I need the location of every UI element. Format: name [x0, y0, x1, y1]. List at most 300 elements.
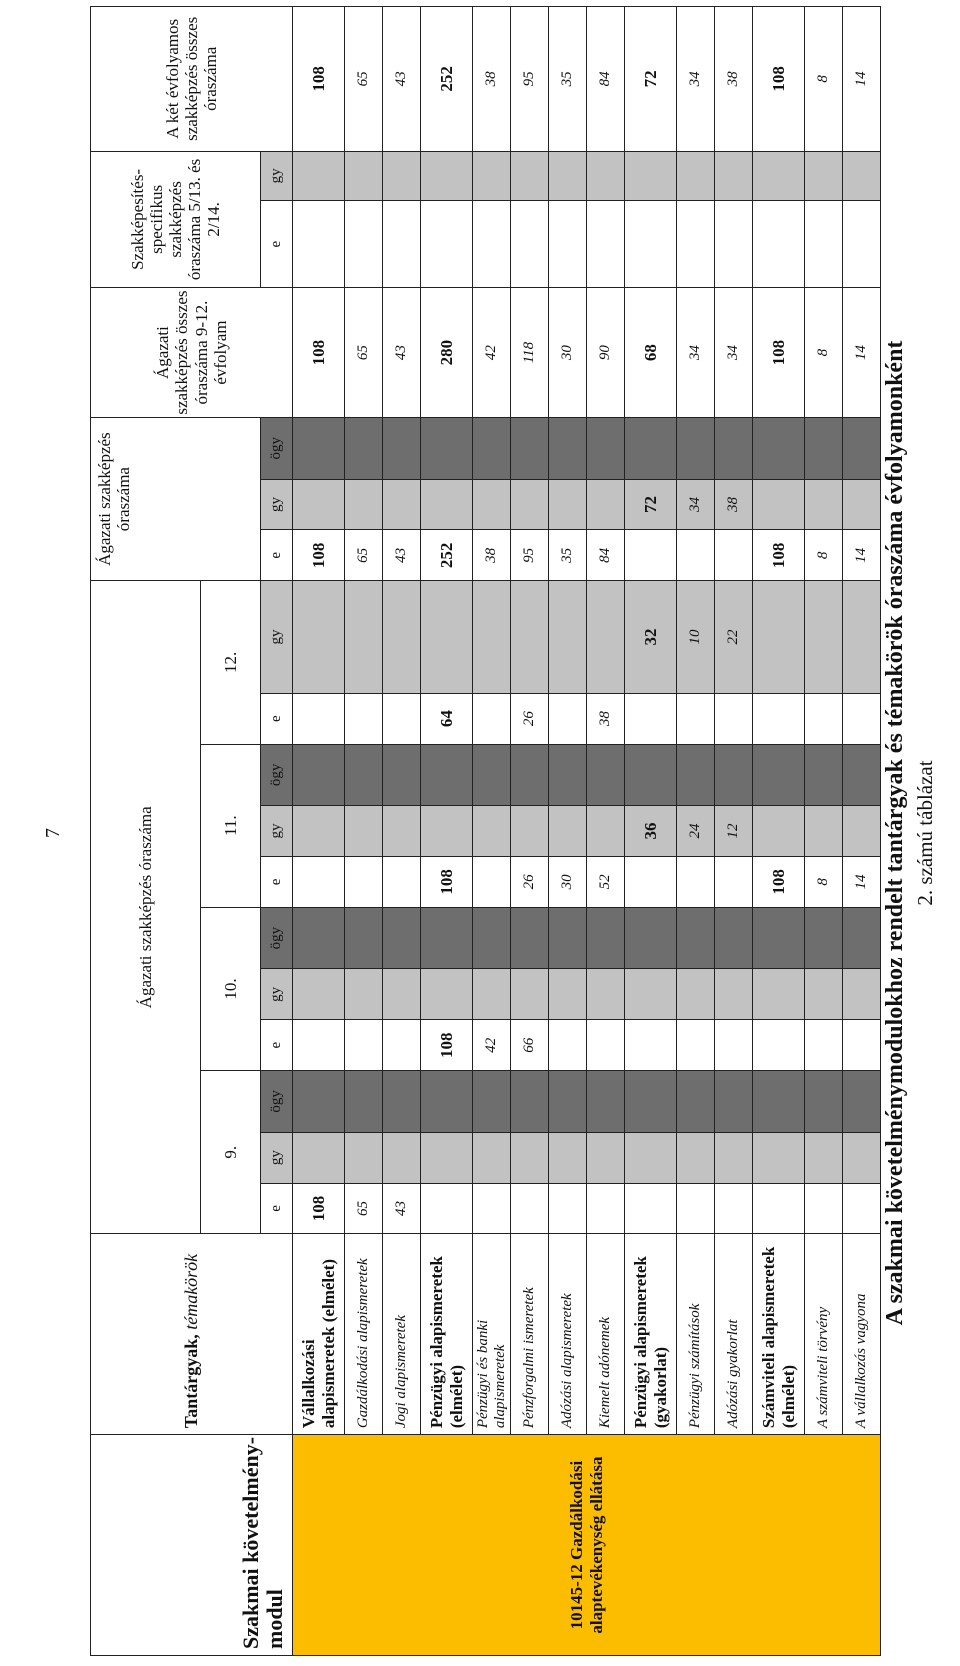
hours-cell-gy9	[511, 1132, 549, 1183]
hours-cell-e13: 35	[549, 530, 587, 581]
hours-cell-e11	[293, 856, 345, 907]
hours-cell-o11	[587, 744, 625, 806]
hours-cell-o11	[715, 744, 753, 806]
hours-cell-gy12	[549, 581, 587, 693]
hours-cell-sgy	[293, 151, 345, 201]
hours-cell-gy13	[587, 479, 625, 530]
hours-cell-gy13	[805, 479, 843, 530]
subheader-e-3: e	[261, 1020, 293, 1071]
table-row	[587, 7, 625, 1656]
hours-cell-sgy	[587, 151, 625, 201]
hours-cell-sum: 280	[421, 288, 473, 418]
hours-cell-e13: 8	[805, 530, 843, 581]
hours-cell-gy12: 22	[715, 581, 753, 693]
hours-cell-e13: 43	[383, 530, 421, 581]
module-name-cell: 10145-12 Gazdálkodási alaptevékenység ellátása	[293, 1435, 881, 1656]
table-row	[715, 7, 753, 1656]
hours-cell-sgy	[625, 151, 677, 201]
hours-cell-tot: 65	[345, 7, 383, 152]
table-row	[473, 7, 511, 1656]
hours-cell-o11	[473, 744, 511, 806]
hours-cell-gy11	[293, 806, 345, 857]
hours-cell-e10	[587, 1020, 625, 1071]
hours-cell-o10	[345, 907, 383, 969]
hours-cell-gy12	[345, 581, 383, 693]
hours-cell-gy10	[677, 969, 715, 1020]
hours-cell-gy13: 38	[715, 479, 753, 530]
two-year-total-header: A két évfolyamos szakképzés összes óraszáma	[91, 7, 293, 152]
hours-cell-gy12	[843, 581, 881, 693]
hours-cell-o10	[421, 907, 473, 969]
hours-cell-o13	[511, 417, 549, 479]
table-row	[383, 7, 421, 1656]
grade-11-header: 11.	[201, 744, 261, 907]
hours-cell-sum: 108	[293, 288, 345, 418]
hours-cell-o13	[383, 417, 421, 479]
hours-cell-o11	[677, 744, 715, 806]
hours-cell-gy11	[587, 806, 625, 857]
hours-cell-o10	[587, 907, 625, 969]
hours-cell-e10	[843, 1020, 881, 1071]
hours-cell-sum: 68	[625, 288, 677, 418]
hours-cell-gy11	[383, 806, 421, 857]
hours-cell-sum: 108	[753, 288, 805, 418]
subheader-gy-4: gy	[261, 969, 293, 1020]
hours-cell-e10: 108	[421, 1020, 473, 1071]
hours-cell-o11	[753, 744, 805, 806]
hours-cell-gy12	[753, 581, 805, 693]
hours-cell-gy10	[549, 969, 587, 1020]
hours-cell-gy13	[753, 479, 805, 530]
hours-cell-tot: 108	[293, 7, 345, 152]
hours-cell-gy13	[511, 479, 549, 530]
hours-cell-e13: 108	[293, 530, 345, 581]
hours-cell-e11: 8	[805, 856, 843, 907]
hours-cell-sum: 14	[843, 288, 881, 418]
hours-cell-e11: 14	[843, 856, 881, 907]
hours-cell-e13: 14	[843, 530, 881, 581]
hours-cell-e12	[753, 693, 805, 744]
hours-cell-se	[843, 201, 881, 288]
subject-cell: A vállalkozás vagyona	[843, 1234, 881, 1435]
hours-cell-gy10	[421, 969, 473, 1020]
hours-cell-e9	[473, 1183, 511, 1234]
hours-cell-gy13	[383, 479, 421, 530]
hours-cell-gy9	[421, 1132, 473, 1183]
hours-cell-e9: 108	[293, 1183, 345, 1234]
hours-cell-e11	[383, 856, 421, 907]
hours-cell-gy12	[421, 581, 473, 693]
hours-cell-sgy	[421, 151, 473, 201]
total-9-12-header: Ágazati szakképzés összes óraszáma 9-12. évfolyam	[91, 288, 293, 418]
hours-cell-gy11	[549, 806, 587, 857]
hours-cell-o10	[753, 907, 805, 969]
hours-cell-e13	[715, 530, 753, 581]
subject-cell: Számviteli alapismeretek (elmélet)	[753, 1234, 805, 1435]
table-row	[549, 7, 587, 1656]
subheader-gy-7: gy	[261, 806, 293, 857]
grade-10-header: 10.	[201, 907, 261, 1070]
hours-cell-e12	[805, 693, 843, 744]
hours-cell-o11	[549, 744, 587, 806]
subheader-gy-12: gy	[261, 479, 293, 530]
subject-cell: Pénzforgalmi ismeretek	[511, 1234, 549, 1435]
hours-cell-gy12: 32	[625, 581, 677, 693]
hours-cell-sum: 8	[805, 288, 843, 418]
hours-cell-e9: 65	[345, 1183, 383, 1234]
hours-cell-gy12	[383, 581, 421, 693]
hours-cell-gy11	[345, 806, 383, 857]
hours-cell-o9	[293, 1071, 345, 1133]
table-row	[805, 7, 843, 1656]
hours-cell-gy11: 12	[715, 806, 753, 857]
hours-cell-sum: 34	[715, 288, 753, 418]
hours-cell-o9	[549, 1071, 587, 1133]
hours-cell-e12: 64	[421, 693, 473, 744]
hours-cell-sgy	[383, 151, 421, 201]
hours-cell-o13	[293, 417, 345, 479]
hours-cell-gy10	[843, 969, 881, 1020]
hours-cell-o13	[843, 417, 881, 479]
hours-cell-se	[677, 201, 715, 288]
hours-cell-o10	[677, 907, 715, 969]
hours-cell-sgy	[549, 151, 587, 201]
hours-cell-e11	[677, 856, 715, 907]
hours-cell-gy11	[805, 806, 843, 857]
hours-cell-e12	[715, 693, 753, 744]
hours-cell-se	[805, 201, 843, 288]
subject-cell: Vállalkozási alapismeretek (elmélet)	[293, 1234, 345, 1435]
hours-cell-gy13	[843, 479, 881, 530]
table-row	[677, 7, 715, 1656]
subject-cell: Pénzügyi alapismeretek (gyakorlat)	[625, 1234, 677, 1435]
hours-cell-gy9	[293, 1132, 345, 1183]
hours-cell-se	[753, 201, 805, 288]
hours-cell-o9	[421, 1071, 473, 1133]
hours-cell-e11	[715, 856, 753, 907]
hours-cell-o9	[511, 1071, 549, 1133]
subject-cell: A számviteli törvény	[805, 1234, 843, 1435]
hours-cell-gy10	[383, 969, 421, 1020]
hours-cell-o13	[677, 417, 715, 479]
hours-cell-gy13: 34	[677, 479, 715, 530]
hours-cell-tot: 84	[587, 7, 625, 152]
hours-cell-gy12: 10	[677, 581, 715, 693]
hours-cell-gy9	[587, 1132, 625, 1183]
hours-cell-sum: 42	[473, 288, 511, 418]
hours-cell-e10: 66	[511, 1020, 549, 1071]
hours-cell-o9	[715, 1071, 753, 1133]
hours-cell-tot: 72	[625, 7, 677, 152]
hours-cell-e12: 26	[511, 693, 549, 744]
hours-cell-o10	[805, 907, 843, 969]
hours-cell-gy11	[753, 806, 805, 857]
subheader-e-9: e	[261, 693, 293, 744]
table-row	[345, 7, 383, 1656]
subject-cell: Kiemelt adónemek	[587, 1234, 625, 1435]
hours-cell-o13	[805, 417, 843, 479]
hours-cell-se	[421, 201, 473, 288]
hours-cell-e11: 52	[587, 856, 625, 907]
hours-cell-o9	[625, 1071, 677, 1133]
hours-cell-e12	[383, 693, 421, 744]
hours-cell-e9: 43	[383, 1183, 421, 1234]
hours-cell-gy9	[473, 1132, 511, 1183]
subject-cell: Adózási alapismeretek	[549, 1234, 587, 1435]
hours-cell-gy9	[843, 1132, 881, 1183]
hours-cell-e11	[345, 856, 383, 907]
hours-cell-e12	[549, 693, 587, 744]
hours-cell-e10	[805, 1020, 843, 1071]
table-row	[625, 7, 677, 1656]
hours-cell-o13	[753, 417, 805, 479]
hours-cell-o9	[473, 1071, 511, 1133]
hours-cell-e10	[677, 1020, 715, 1071]
hours-cell-o13	[473, 417, 511, 479]
hours-cell-gy9	[383, 1132, 421, 1183]
subject-cell: Jogi alapismeretek	[383, 1234, 421, 1435]
subject-cell: Pénzügyi alapismeretek (elmélet)	[421, 1234, 473, 1435]
hours-cell-gy10	[805, 969, 843, 1020]
hours-cell-tot: 43	[383, 7, 421, 152]
hours-cell-gy13	[549, 479, 587, 530]
hours-cell-tot: 8	[805, 7, 843, 152]
hours-cell-e11: 108	[753, 856, 805, 907]
subheader-gy-15: gy	[261, 151, 293, 201]
hours-cell-sgy	[715, 151, 753, 201]
hours-cell-o10	[383, 907, 421, 969]
hours-cell-sum: 34	[677, 288, 715, 418]
hours-cell-se	[345, 201, 383, 288]
hours-cell-e12	[473, 693, 511, 744]
hours-cell-tot: 38	[715, 7, 753, 152]
hours-cell-e12	[843, 693, 881, 744]
table-number: 2. számú táblázat	[913, 760, 937, 906]
hours-cell-gy11	[843, 806, 881, 857]
hours-cell-sum: 90	[587, 288, 625, 418]
page-number: 7	[42, 828, 64, 838]
hours-cell-o10	[625, 907, 677, 969]
hours-cell-se	[715, 201, 753, 288]
hours-cell-gy10	[715, 969, 753, 1020]
hours-cell-o10	[715, 907, 753, 969]
hours-cell-gy10	[473, 969, 511, 1020]
grade-12-header: 12.	[201, 581, 261, 744]
subject-cell: Adózási gyakorlat	[715, 1234, 753, 1435]
hours-cell-e12	[293, 693, 345, 744]
hours-cell-e13	[677, 530, 715, 581]
hours-cell-o11	[805, 744, 843, 806]
agazati-header: Ágazati szakképzés óraszáma	[91, 581, 201, 1234]
hours-cell-e12	[625, 693, 677, 744]
hours-cell-o9	[345, 1071, 383, 1133]
hours-cell-e9	[549, 1183, 587, 1234]
hours-cell-e10	[345, 1020, 383, 1071]
hours-cell-o9	[753, 1071, 805, 1133]
hours-cell-o13	[549, 417, 587, 479]
hours-cell-o10	[511, 907, 549, 969]
hours-cell-sgy	[805, 151, 843, 201]
subheader-ogy-8: ögy	[261, 744, 293, 806]
hours-cell-o9	[843, 1071, 881, 1133]
hours-cell-gy13	[345, 479, 383, 530]
hours-cell-e9	[511, 1183, 549, 1234]
hours-cell-o13	[587, 417, 625, 479]
hours-cell-o13	[421, 417, 473, 479]
hours-cell-se	[293, 201, 345, 288]
hours-cell-e9	[753, 1183, 805, 1234]
hours-cell-gy9	[677, 1132, 715, 1183]
hours-cell-e10: 42	[473, 1020, 511, 1071]
subheader-gy-1: gy	[261, 1132, 293, 1183]
hours-cell-tot: 14	[843, 7, 881, 152]
table-row	[421, 7, 473, 1656]
module-column-header: Szakmai követelmény-modul	[91, 1435, 293, 1656]
hours-cell-se	[549, 201, 587, 288]
hours-cell-e11: 26	[511, 856, 549, 907]
hours-cell-se	[383, 201, 421, 288]
hours-cell-sum: 65	[345, 288, 383, 418]
hours-cell-e13: 252	[421, 530, 473, 581]
hours-cell-sgy	[511, 151, 549, 201]
hours-cell-tot: 95	[511, 7, 549, 152]
hours-cell-e9	[625, 1183, 677, 1234]
hours-cell-gy9	[549, 1132, 587, 1183]
hours-cell-e10	[293, 1020, 345, 1071]
hours-cell-gy10	[753, 969, 805, 1020]
hours-cell-o10	[473, 907, 511, 969]
hours-cell-gy9	[715, 1132, 753, 1183]
hours-cell-tot: 35	[549, 7, 587, 152]
hours-cell-o11	[843, 744, 881, 806]
subheader-e-6: e	[261, 856, 293, 907]
hours-cell-o9	[587, 1071, 625, 1133]
hours-cell-e13: 65	[345, 530, 383, 581]
subheader-ogy-5: ögy	[261, 907, 293, 969]
subject-cell: Gazdálkodási alapismeretek	[345, 1234, 383, 1435]
hours-cell-o13	[715, 417, 753, 479]
hours-cell-sum: 30	[549, 288, 587, 418]
subject-cell: Pénzügyi számítások	[677, 1234, 715, 1435]
hours-cell-o10	[293, 907, 345, 969]
hours-cell-se	[625, 201, 677, 288]
hours-cell-o9	[383, 1071, 421, 1133]
hours-cell-e9	[587, 1183, 625, 1234]
hours-cell-gy13	[473, 479, 511, 530]
hours-cell-gy9	[805, 1132, 843, 1183]
hours-cell-sum: 43	[383, 288, 421, 418]
hours-cell-o13	[345, 417, 383, 479]
hours-cell-gy9	[753, 1132, 805, 1183]
hours-cell-e12: 38	[587, 693, 625, 744]
hours-cell-o11	[383, 744, 421, 806]
hours-cell-o13	[625, 417, 677, 479]
table-row	[511, 7, 549, 1656]
hours-cell-e13: 95	[511, 530, 549, 581]
hours-cell-gy11: 24	[677, 806, 715, 857]
hours-cell-gy9	[625, 1132, 677, 1183]
hours-cell-e9	[677, 1183, 715, 1234]
hours-cell-sgy	[473, 151, 511, 201]
subheader-ogy-13: ögy	[261, 417, 293, 479]
hours-cell-se	[587, 201, 625, 288]
hours-cell-tot: 38	[473, 7, 511, 152]
hours-cell-e9	[843, 1183, 881, 1234]
hours-cell-gy12	[473, 581, 511, 693]
hours-cell-o10	[549, 907, 587, 969]
agazati-13-header: Ágazati szakképzés óraszáma	[91, 417, 261, 580]
hours-cell-gy11	[421, 806, 473, 857]
hours-cell-o9	[805, 1071, 843, 1133]
hours-cell-o11	[625, 744, 677, 806]
specific-header: Szakképesítés-specifikus szakképzés óraszáma 5/13. és 2/14.	[91, 151, 261, 288]
hours-cell-e11: 108	[421, 856, 473, 907]
hours-cell-o11	[421, 744, 473, 806]
hours-cell-sgy	[843, 151, 881, 201]
hours-cell-o11	[345, 744, 383, 806]
hours-cell-tot: 34	[677, 7, 715, 152]
hours-cell-e11	[473, 856, 511, 907]
subheader-gy-10: gy	[261, 581, 293, 693]
subheader-e-14: e	[261, 201, 293, 288]
table-row	[843, 7, 881, 1656]
hours-cell-e12	[677, 693, 715, 744]
hours-cell-gy9	[345, 1132, 383, 1183]
hours-cell-o11	[293, 744, 345, 806]
hours-cell-sgy	[677, 151, 715, 201]
table-title: A szakmai követelménymodulokhoz rendelt tantárgyak és témakörök óraszáma évfolyamonként	[882, 340, 908, 1326]
hours-cell-tot: 108	[753, 7, 805, 152]
hours-cell-gy11: 36	[625, 806, 677, 857]
hours-cell-gy10	[293, 969, 345, 1020]
hours-cell-e10	[753, 1020, 805, 1071]
hours-cell-e10	[383, 1020, 421, 1071]
hours-cell-e13	[625, 530, 677, 581]
hours-cell-gy10	[587, 969, 625, 1020]
hours-cell-gy11	[473, 806, 511, 857]
hours-cell-gy10	[345, 969, 383, 1020]
hours-cell-gy13	[293, 479, 345, 530]
table-row	[753, 7, 805, 1656]
hours-cell-e9	[715, 1183, 753, 1234]
subheader-e-11: e	[261, 530, 293, 581]
hours-cell-o10	[843, 907, 881, 969]
hours-cell-sum: 118	[511, 288, 549, 418]
hours-cell-gy13: 72	[625, 479, 677, 530]
hours-cell-gy13	[421, 479, 473, 530]
hours-cell-e9	[805, 1183, 843, 1234]
hours-cell-gy12	[805, 581, 843, 693]
hours-cell-gy11	[511, 806, 549, 857]
hours-table	[90, 6, 881, 1656]
hours-cell-e10	[625, 1020, 677, 1071]
hours-cell-e13: 108	[753, 530, 805, 581]
subheader-ogy-2: ögy	[261, 1071, 293, 1133]
hours-cell-e9	[421, 1183, 473, 1234]
hours-cell-se	[473, 201, 511, 288]
hours-cell-e11: 30	[549, 856, 587, 907]
grade-9-header: 9.	[201, 1071, 261, 1234]
subheader-e-0: e	[261, 1183, 293, 1234]
subject-column-header: Tantárgyak, témakörök	[91, 1234, 293, 1435]
hours-cell-e13: 84	[587, 530, 625, 581]
hours-cell-sgy	[753, 151, 805, 201]
hours-cell-gy10	[511, 969, 549, 1020]
hours-cell-tot: 252	[421, 7, 473, 152]
hours-cell-gy12	[587, 581, 625, 693]
hours-cell-gy12	[293, 581, 345, 693]
hours-cell-e13: 38	[473, 530, 511, 581]
